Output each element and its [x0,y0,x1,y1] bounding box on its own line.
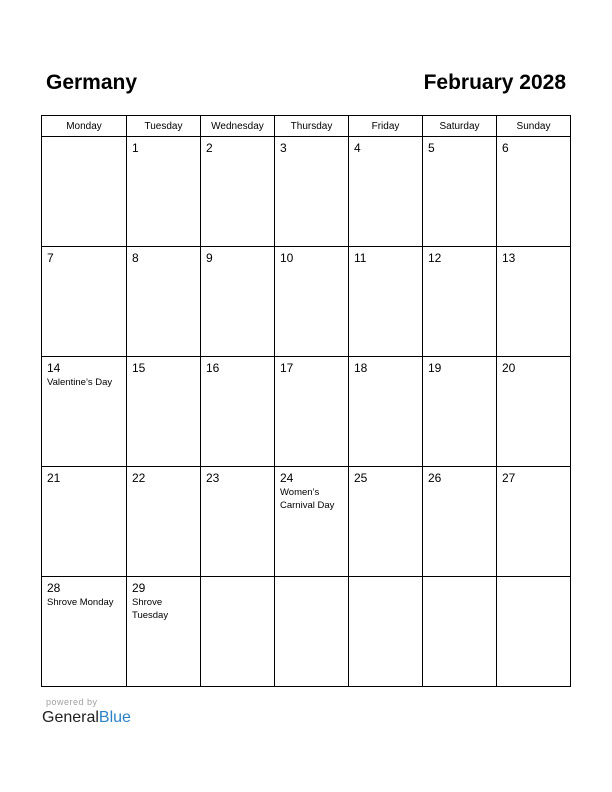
day-number: 25 [354,471,368,485]
weekday-header: Monday [42,116,127,137]
day-cell [201,357,275,467]
day-number: 15 [132,361,146,375]
powered-by-text: powered by [46,697,98,707]
day-cell [497,137,571,247]
day-number: 23 [206,471,220,485]
day-cell [497,357,571,467]
day-cell [201,577,275,687]
day-cell [497,577,571,687]
day-number: 17 [280,361,294,375]
day-number: 12 [428,251,442,265]
day-number: 4 [354,141,361,155]
week-row [42,577,571,687]
day-number: 22 [132,471,146,485]
weekday-header: Tuesday [127,116,201,137]
month-title: February 2028 [423,71,566,94]
day-cell [275,137,349,247]
weekday-header: Thursday [275,116,349,137]
day-cell [127,467,201,577]
day-cell [42,137,127,247]
week-row [42,357,571,467]
calendar-body [42,137,571,687]
day-cell [201,137,275,247]
day-cell [127,247,201,357]
weekday-header: Friday [349,116,423,137]
day-cell [201,467,275,577]
day-cell [42,357,127,467]
brand-logo [42,709,131,727]
day-number: 24 [280,471,294,485]
day-number: 6 [502,141,509,155]
weekday-header: Saturday [423,116,497,137]
day-number: 18 [354,361,368,375]
day-number: 27 [502,471,516,485]
day-number: 11 [354,251,367,265]
day-cell [423,577,497,687]
day-number: 19 [428,361,442,375]
day-number: 1 [132,141,139,155]
day-cell [497,247,571,357]
day-cell [42,577,127,687]
day-cell [275,577,349,687]
brand-blue: Blue [98,709,131,726]
day-number: 8 [132,251,139,265]
weekday-header: Wednesday [201,116,275,137]
week-row [42,247,571,357]
day-number: 26 [428,471,442,485]
day-cell [42,467,127,577]
day-number: 29 [132,581,146,595]
day-number: 21 [47,471,61,485]
weekday-header: Sunday [497,116,571,137]
day-cell [42,247,127,357]
week-row [42,137,571,247]
holiday-label: Shrove Tuesday [132,597,169,621]
day-cell [349,467,423,577]
day-cell [497,467,571,577]
weekday-header-row [42,116,571,137]
day-number: 16 [206,361,220,375]
day-cell [127,577,201,687]
day-cell [423,467,497,577]
day-cell [201,247,275,357]
day-number: 14 [47,361,61,375]
day-cell [275,467,349,577]
day-cell [349,137,423,247]
day-number: 20 [502,361,516,375]
day-number: 7 [47,251,54,265]
day-number: 28 [47,581,61,595]
holiday-label: Valentine’s Day [47,377,113,388]
day-cell [127,137,201,247]
brand-general: General [42,709,99,726]
day-number: 5 [428,141,435,155]
holiday-label: Women’s Carnival Day [280,487,335,511]
calendar-grid [41,115,571,687]
day-number: 2 [206,141,213,155]
day-cell [423,357,497,467]
day-cell [127,357,201,467]
day-cell [349,357,423,467]
day-cell [275,247,349,357]
holiday-label: Shrove Monday [47,597,114,608]
day-cell [349,247,423,357]
day-cell [349,577,423,687]
day-number: 3 [280,141,287,155]
day-number: 10 [280,251,294,265]
week-row [42,467,571,577]
day-cell [423,137,497,247]
day-number: 9 [206,251,213,265]
day-cell [275,357,349,467]
country-title: Germany [46,71,138,94]
day-number: 13 [502,251,516,265]
day-cell [423,247,497,357]
